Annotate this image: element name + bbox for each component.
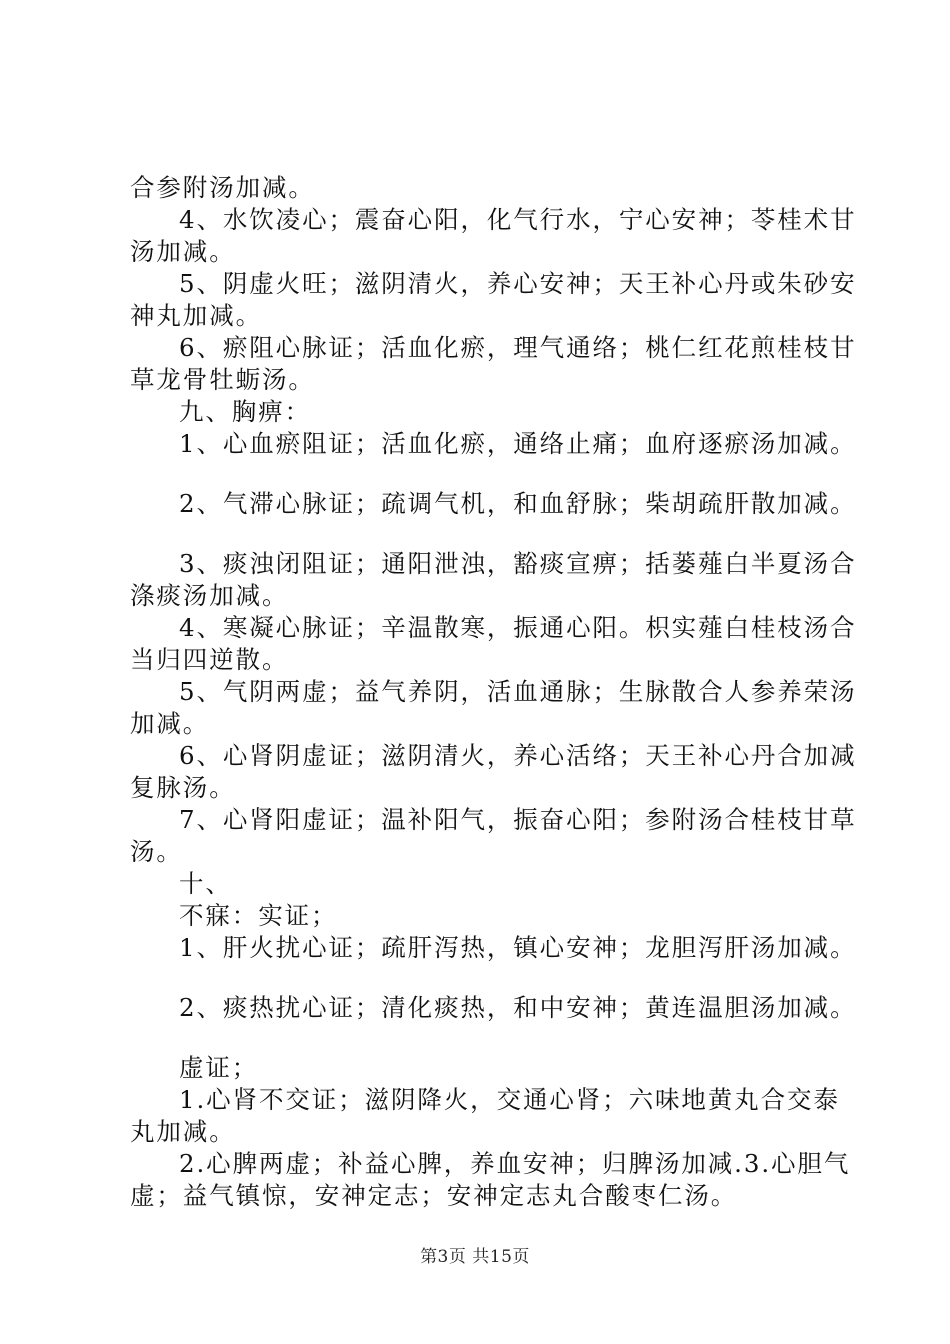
text-line: 6、瘀阻心脉证；活血化瘀，理气通络；桃仁红花煎桂枝甘 — [179, 333, 857, 362]
text-line: 4、寒凝心脉证；辛温散寒，振通心阳。枳实薤白桂枝汤合 — [179, 613, 857, 642]
text-line: 1、肝火扰心证；疏肝泻热，镇心安神；龙胆泻肝汤加减。 — [179, 933, 857, 962]
text-line: 复脉汤。 — [130, 773, 236, 802]
text-line: 1.心肾不交证；滋阴降火，交通心肾；六味地黄丸合交泰 — [179, 1085, 840, 1114]
text-line: 6、心肾阴虚证；滋阴清火，养心活络；天王补心丹合加减 — [179, 741, 857, 770]
blank-line — [130, 1024, 830, 1052]
blank-line — [130, 460, 830, 488]
text-line: 2.心脾两虚；补益心脾，养血安神；归脾汤加减.3.心胆气 — [179, 1149, 851, 1178]
text-line: 1、心血瘀阻证；活血化瘀，通络止痛；血府逐瘀汤加减。 — [179, 429, 857, 458]
text-line: 合参附汤加减。 — [130, 173, 315, 202]
subsection-heading: 虚证； — [179, 1053, 259, 1082]
text-line: 4、水饮凌心；震奋心阳，化气行水，宁心安神；苓桂术甘 — [179, 205, 857, 234]
text-line: 汤加减。 — [130, 237, 236, 266]
text-line: 5、阴虚火旺；滋阴清火，养心安神；天王补心丹或朱砂安 — [179, 269, 857, 298]
text-line: 当归四逆散。 — [130, 645, 289, 674]
text-line: 2、痰热扰心证；清化痰热，和中安神；黄连温胆汤加减。 — [179, 993, 857, 1022]
text-line: 5、气阴两虚；益气养阴，活血通脉；生脉散合人参养荣汤 — [179, 677, 857, 706]
document-body — [130, 172, 857, 1212]
text-line: 涤痰汤加减。 — [130, 581, 289, 610]
text-line: 神丸加减。 — [130, 301, 262, 330]
text-line: 7、心肾阳虚证；温补阳气，振奋心阳；参附汤合桂枝甘草 — [179, 805, 857, 834]
text-line: 虚；益气镇惊，安神定志；安神定志丸合酸枣仁汤。 — [130, 1181, 738, 1210]
blank-line — [130, 964, 830, 992]
subsection-heading: 不寐：实证； — [179, 901, 338, 930]
section-heading: 九、胸痹： — [179, 397, 311, 426]
text-line: 3、痰浊闭阻证；通阳泄浊，豁痰宣痹；括蒌薤白半夏汤合 — [179, 549, 857, 578]
blank-line — [130, 520, 830, 548]
page-number-footer: 第3页 共15页 — [420, 1247, 530, 1267]
section-heading: 十、 — [179, 869, 232, 898]
text-line: 2、气滞心脉证；疏调气机，和血舒脉；柴胡疏肝散加减。 — [179, 489, 857, 518]
text-line: 加减。 — [130, 709, 210, 738]
text-line: 草龙骨牡蛎汤。 — [130, 365, 315, 394]
text-line: 丸加减。 — [130, 1117, 236, 1146]
text-line: 汤。 — [130, 837, 183, 866]
